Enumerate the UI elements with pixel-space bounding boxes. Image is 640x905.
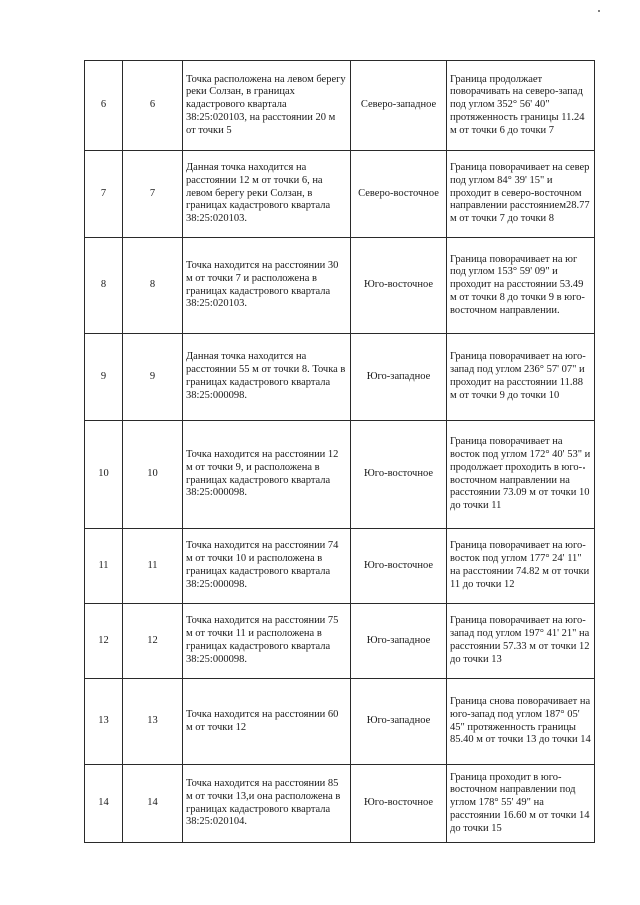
direction-cell: Северо-западное [351, 61, 447, 151]
direction-cell: Юго-восточное [351, 238, 447, 334]
point-number-cell: 11 [123, 529, 183, 604]
point-description-cell: Точка расположена на левом берегу реки Солзан, в границах кадастрового квартала 38:25:020103, на расстоянии 20 м от точки 5 [183, 61, 351, 151]
point-number-cell: 13 [123, 679, 183, 765]
boundary-table-body [85, 61, 595, 843]
point-number-cell: 13 [85, 679, 123, 765]
boundary-table [84, 60, 595, 843]
table-row [85, 604, 595, 679]
point-number-cell: 11 [85, 529, 123, 604]
point-description-cell: Точка находится на расстоянии 75 м от точки 11 и расположена в границах кадастрового квартала 38:25:000098. [183, 604, 351, 679]
boundary-description-cell: Граница поворачивает на юг под углом 153° 59' 09" и проходит на расстоянии 53.49 м от точки 8 до точки 9 в юго-восточном направлении. [447, 238, 595, 334]
point-description-cell: Точка находится на расстоянии 85 м от точки 13,и она расположена в границах кадастрового квартала 38:25:020104. [183, 765, 351, 843]
direction-cell: Юго-западное [351, 334, 447, 421]
direction-cell: Юго-восточное [351, 765, 447, 843]
boundary-description-cell: Граница снова поворачивает на юго-запад под углом 187° 05' 45" протяженность границы 85.40 м от точки 13 до точки 14 [447, 679, 595, 765]
scan-speck [583, 467, 585, 469]
point-number-cell: 7 [123, 151, 183, 238]
direction-cell: Юго-западное [351, 679, 447, 765]
boundary-description-cell: Граница поворачивает на север под углом 84° 39' 15" и проходит в северо-восточном направлении расстоянием28.77 м от точки 7 до точки 8 [447, 151, 595, 238]
boundary-description-cell: Граница поворачивает на юго-запад под углом 236° 57' 07" и проходит на расстоянии 11.88 м от точки 9 до точки 10 [447, 334, 595, 421]
direction-cell: Юго-восточное [351, 529, 447, 604]
point-number-cell: 10 [85, 421, 123, 529]
point-number-cell: 6 [123, 61, 183, 151]
boundary-description-cell: Граница поворачивает на юго-запад под углом 197° 41' 21" на расстоянии 57.33 м от точки 12 до точки 13 [447, 604, 595, 679]
table-row [85, 61, 595, 151]
point-number-cell: 7 [85, 151, 123, 238]
point-number-cell: 12 [123, 604, 183, 679]
table-row [85, 151, 595, 238]
point-number-cell: 10 [123, 421, 183, 529]
table-row [85, 334, 595, 421]
point-number-cell: 8 [123, 238, 183, 334]
table-row [85, 238, 595, 334]
point-number-cell: 14 [123, 765, 183, 843]
boundary-description-cell: Граница продолжает поворачивать на северо-запад под углом 352° 56' 40" протяженность границы 11.24 м от точки 6 до точки 7 [447, 61, 595, 151]
point-description-cell: Точка находится на расстоянии 30 м от точки 7 и расположена в границах кадастрового квартала 38:25:020103. [183, 238, 351, 334]
boundary-description-cell: Граница поворачивает на юго-восток под углом 177° 24' 11" на расстоянии 74.82 м от точки 11 до точки 12 [447, 529, 595, 604]
direction-cell: Северо-восточное [351, 151, 447, 238]
point-description-cell: Данная точка находится на расстоянии 12 м от точки 6, на левом берегу реки Солзан, в границах кадастрового квартала 38:25:020103. [183, 151, 351, 238]
point-number-cell: 9 [123, 334, 183, 421]
boundary-description-cell: Граница поворачивает на восток под углом 172° 40' 53" и продолжает проходить в юго-восточном направлении на расстоянии 73.09 м от точки 10 до точки 11 [447, 421, 595, 529]
point-description-cell: Точка находится на расстоянии 74 м от точки 10 и расположена в границах кадастрового квартала 38:25:000098. [183, 529, 351, 604]
point-number-cell: 9 [85, 334, 123, 421]
point-number-cell: 12 [85, 604, 123, 679]
point-number-cell: 8 [85, 238, 123, 334]
direction-cell: Юго-восточное [351, 421, 447, 529]
point-number-cell: 14 [85, 765, 123, 843]
direction-cell: Юго-западное [351, 604, 447, 679]
point-description-cell: Точка находится на расстоянии 60 м от точки 12 [183, 679, 351, 765]
boundary-description-cell: Граница проходит в юго-восточном направлении под углом 178° 55' 49" на расстоянии 16.60 м от точки 14 до точки 15 [447, 765, 595, 843]
point-description-cell: Данная точка находится на расстоянии 55 м от точки 8. Точка в границах кадастрового квартала 38:25:000098. [183, 334, 351, 421]
table-row [85, 421, 595, 529]
point-number-cell: 6 [85, 61, 123, 151]
table-row [85, 679, 595, 765]
table-row [85, 529, 595, 604]
point-description-cell: Точка находится на расстоянии 12 м от точки 9, и расположена в границах кадастрового квартала 38:25:000098. [183, 421, 351, 529]
scan-speck [598, 10, 600, 12]
table-row [85, 765, 595, 843]
